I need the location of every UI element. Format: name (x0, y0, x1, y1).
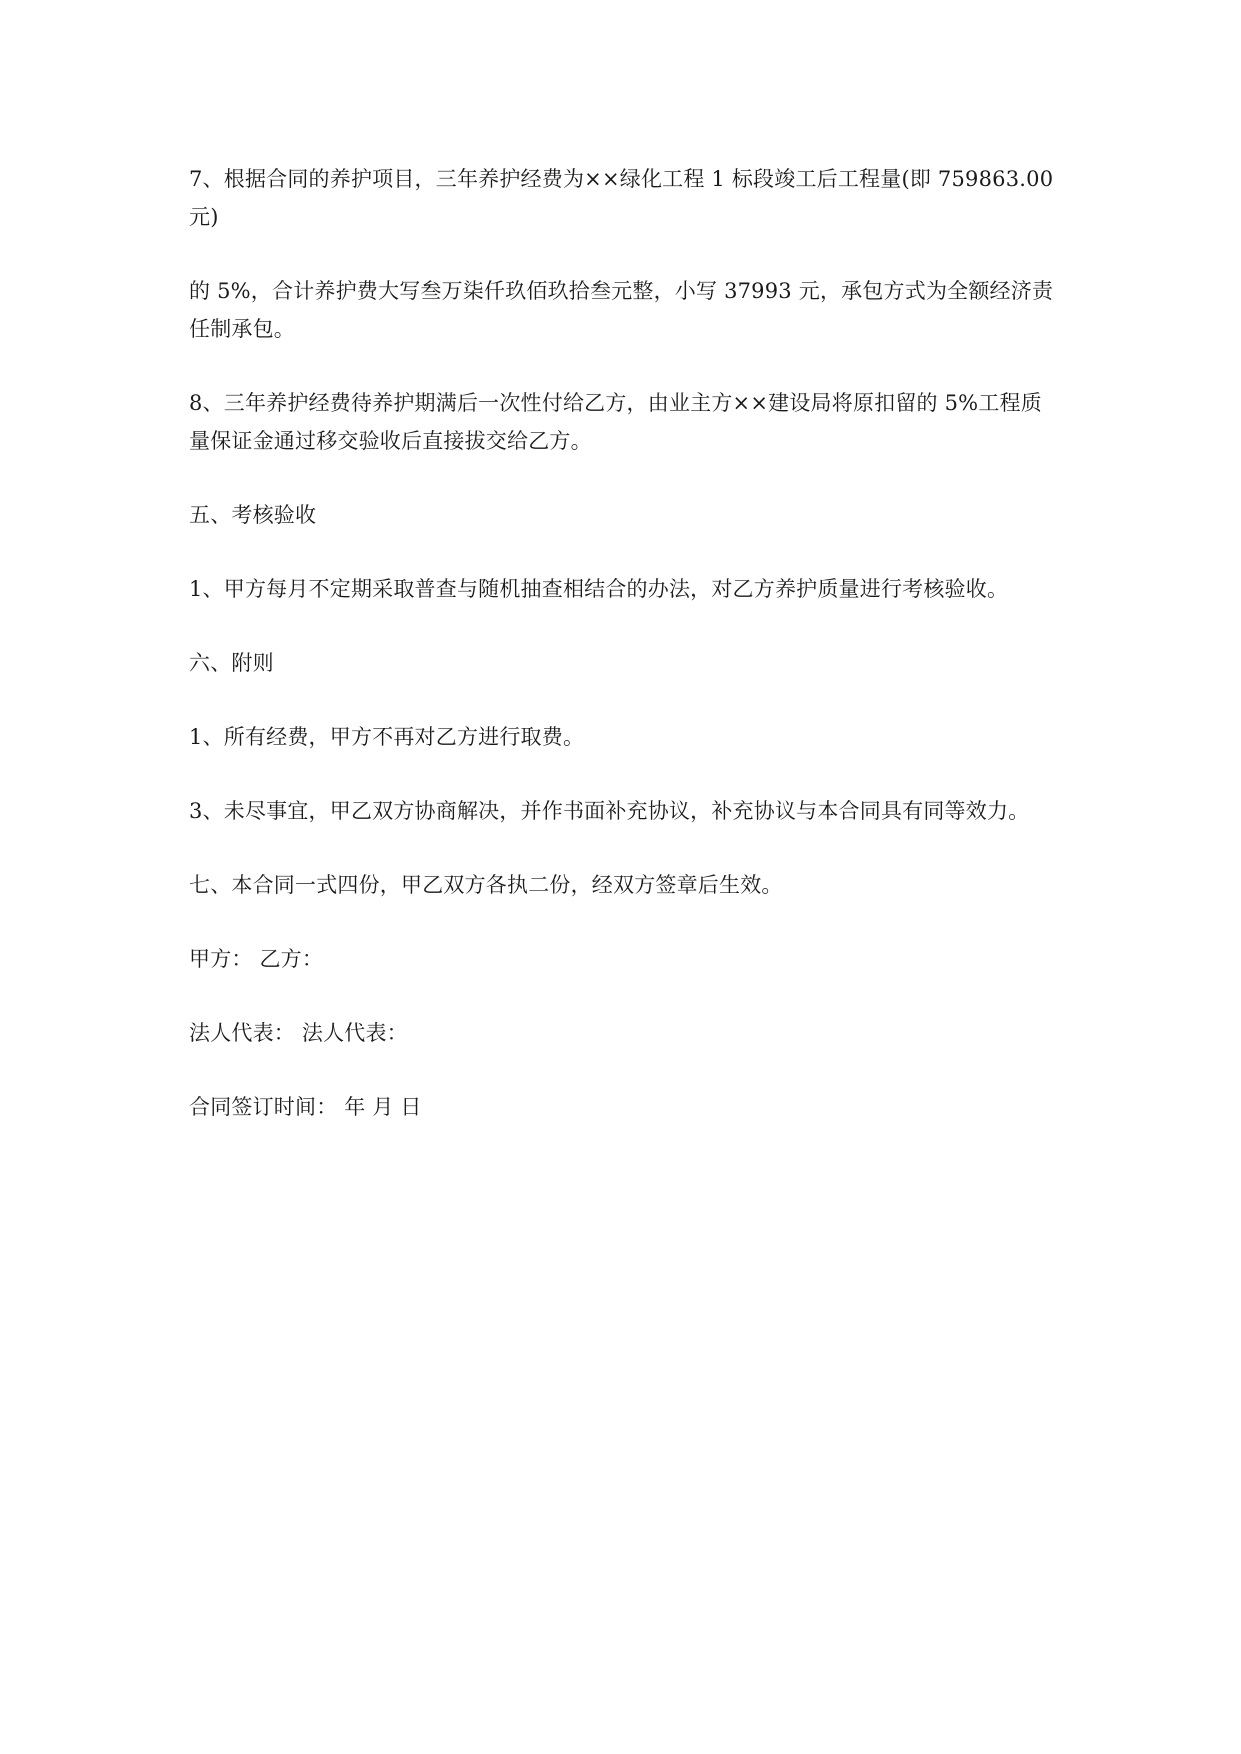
clause-7-continuation-line-2: 任制承包。 (189, 317, 295, 341)
section-7-text: 七、本合同一式四份，甲乙双方各执二份，经双方签章后生效。 (189, 873, 783, 897)
legal-representatives-line: 法人代表： 法人代表： (189, 1021, 408, 1045)
clause-7-paragraph (189, 160, 1059, 236)
clause-7-line-2: 元) (189, 205, 219, 229)
section-6-item-1: 1、所有经费，甲方不再对乙方进行取费。 (189, 725, 585, 749)
clause-7-continuation-line-1: 的 5%，合计养护费大写叁万柒仟玖佰玖拾叁元整，小写 37993 元，承包方式为全额经济责 (189, 279, 1054, 303)
signing-date-line: 合同签订时间： 年 月 日 (189, 1095, 422, 1119)
document-body (189, 160, 1059, 1126)
clause-7-continuation-paragraph (189, 272, 1059, 348)
section-5-item-1: 1、甲方每月不定期采取普查与随机抽查相结合的办法，对乙方养护质量进行考核验收。 (189, 577, 1009, 601)
clause-7-line-1: 7、根据合同的养护项目，三年养护经费为××绿化工程 1 标段竣工后工程量(即 759863.00 (189, 167, 1054, 191)
parties-line: 甲方： 乙方： (189, 947, 324, 971)
section-6-heading: 六、附则 (189, 651, 274, 675)
clause-8-line-2: 量保证金通过移交验收后直接拔交给乙方。 (189, 429, 592, 453)
section-5-heading: 五、考核验收 (189, 503, 317, 527)
section-6-item-3: 3、未尽事宜，甲乙双方协商解决，并作书面补充协议，补充协议与本合同具有同等效力。 (189, 799, 1030, 823)
clause-8-paragraph (189, 384, 1059, 460)
clause-8-line-1: 8、三年养护经费待养护期满后一次性付给乙方，由业主方××建设局将原扣留的 5%工程质 (189, 391, 1042, 415)
